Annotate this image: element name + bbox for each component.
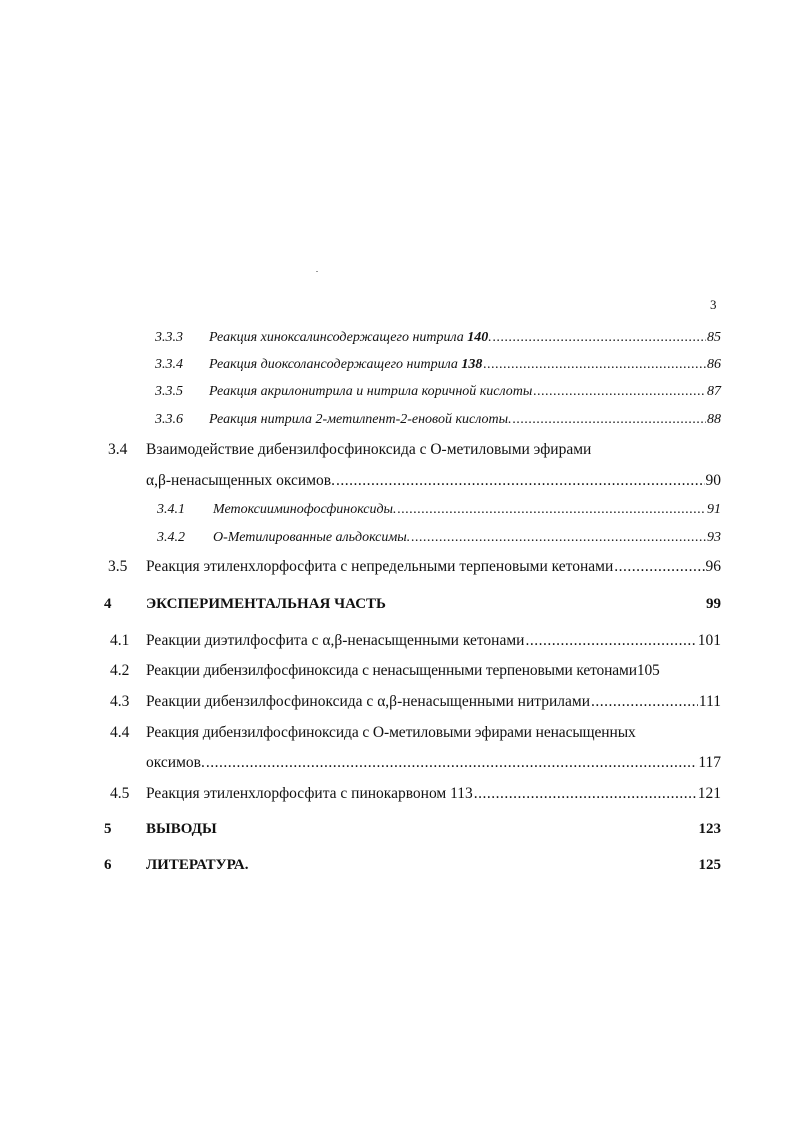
toc-chapter-6[interactable] bbox=[0, 857, 793, 879]
dot-leader bbox=[411, 530, 706, 546]
toc-page: 90 bbox=[705, 472, 721, 489]
dot-leader bbox=[336, 472, 705, 490]
toc-entry-3-5[interactable] bbox=[0, 558, 793, 580]
toc-title-line1: Взаимодействие дибензилфосфиноксида с О-метиловыми эфирами bbox=[146, 441, 592, 458]
dot-leader bbox=[206, 754, 697, 772]
toc-page: 105 bbox=[636, 662, 660, 679]
toc-page: 96 bbox=[705, 558, 721, 575]
toc-number: 3.3.4 bbox=[155, 357, 183, 372]
toc-title: Реакция диоксоланcодержащего нитрила 138 bbox=[209, 357, 483, 372]
toc-title: Реакция хиноксалинсодержащего нитрила 140. bbox=[209, 330, 492, 345]
toc-line bbox=[213, 530, 721, 546]
toc-entry-3-3-5[interactable] bbox=[0, 384, 793, 406]
toc-title: Реакция этиленхлорфосфита с пинокарвоном 113 bbox=[146, 785, 473, 802]
toc-number: 5 bbox=[104, 821, 112, 837]
toc-entry-3-4-continued[interactable] bbox=[0, 472, 793, 494]
toc-page: 85 bbox=[707, 330, 721, 345]
dot-leader bbox=[591, 693, 698, 711]
dot-leader bbox=[474, 785, 697, 803]
scan-speck bbox=[316, 271, 318, 272]
toc-entry-3-4-1[interactable] bbox=[0, 502, 793, 524]
toc-entry-3-3-6[interactable] bbox=[0, 412, 793, 434]
toc-chapter-5[interactable] bbox=[0, 821, 793, 843]
toc-number: 3.4.2 bbox=[157, 530, 185, 545]
dot-leader bbox=[614, 558, 704, 576]
toc-title: ЭКСПЕРИМЕНТАЛЬНАЯ ЧАСТЬ bbox=[146, 596, 386, 612]
toc-title-line2: α,β-ненасыщенных оксимов. bbox=[146, 472, 335, 489]
toc-number: 3.4 bbox=[108, 441, 128, 458]
toc-entry-3-4[interactable] bbox=[0, 441, 793, 463]
toc-entry-3-4-2[interactable] bbox=[0, 530, 793, 552]
toc-number: 3.5 bbox=[108, 558, 128, 575]
toc-title-line2: оксимов. bbox=[146, 754, 205, 771]
toc-page: 117 bbox=[698, 754, 721, 771]
toc-title: Реакции дибензилфосфиноксида с α,β-ненасыщенными нитрилами bbox=[146, 693, 590, 710]
dot-leader bbox=[493, 330, 706, 346]
toc-entry-4-5[interactable] bbox=[0, 785, 793, 807]
toc-title: ВЫВОДЫ bbox=[146, 821, 217, 837]
toc-number: 4.3 bbox=[110, 693, 130, 710]
toc-line bbox=[209, 357, 721, 373]
toc-line bbox=[209, 412, 721, 428]
toc-entry-4-4-continued[interactable] bbox=[0, 754, 793, 776]
toc-page: 121 bbox=[697, 785, 721, 802]
toc-page: 86 bbox=[707, 357, 721, 372]
toc-number: 3.3.6 bbox=[155, 412, 183, 427]
dot-leader bbox=[525, 632, 696, 650]
toc-line bbox=[209, 330, 721, 346]
toc-entry-4-4[interactable] bbox=[0, 724, 793, 746]
toc-entry-4-1[interactable] bbox=[0, 632, 793, 654]
page-number: 3 bbox=[710, 297, 717, 312]
toc-title: Реакции диэтилфосфита с α,β-ненасыщенными кетонами bbox=[146, 632, 525, 649]
toc-entry-3-3-4[interactable] bbox=[0, 357, 793, 379]
toc-line bbox=[146, 693, 721, 711]
toc-number: 4.1 bbox=[110, 632, 130, 649]
toc-title: Реакция нитрила 2-метилпент-2-еновой кислоты. bbox=[209, 412, 512, 427]
toc-entry-4-2[interactable] bbox=[0, 662, 793, 684]
toc-page: 111 bbox=[698, 693, 721, 710]
dot-leader bbox=[533, 384, 706, 400]
toc-page: 93 bbox=[707, 530, 721, 545]
toc-entry-3-3-3[interactable] bbox=[0, 330, 793, 352]
toc-page: 123 bbox=[698, 821, 721, 837]
toc-line bbox=[146, 472, 721, 490]
dot-leader bbox=[513, 412, 706, 428]
toc-number: 4.4 bbox=[110, 724, 130, 741]
toc-number: 6 bbox=[104, 857, 112, 873]
dot-leader bbox=[398, 502, 706, 518]
toc-line bbox=[146, 754, 721, 772]
toc-number: 4.5 bbox=[110, 785, 130, 802]
toc-number: 3.3.3 bbox=[155, 330, 183, 345]
toc-title: Метоксииминофосфиноксиды. bbox=[213, 502, 397, 517]
toc-title: Реакция этиленхлорфосфита с непредельными терпеновыми кетонами bbox=[146, 558, 614, 575]
toc-line bbox=[213, 502, 721, 518]
toc-title: Реакции дибензилфосфиноксида с ненасыщенными терпеновыми кетонами105 bbox=[146, 662, 660, 679]
toc-number: 3.3.5 bbox=[155, 384, 183, 399]
toc-line bbox=[209, 384, 721, 400]
toc-title: Реакция акрилонитрила и нитрила коричной кислоты bbox=[209, 384, 533, 399]
toc-chapter-4[interactable] bbox=[0, 596, 793, 618]
toc-title: О-Метилированные альдоксимы. bbox=[213, 530, 411, 545]
toc-title-line1: Реакция дибензилфосфиноксида с О-метиловыми эфирами ненасыщенных bbox=[146, 724, 636, 741]
toc-page: 101 bbox=[697, 632, 721, 649]
toc-entry-4-3[interactable] bbox=[0, 693, 793, 715]
toc-line bbox=[146, 785, 721, 803]
toc-number: 3.4.1 bbox=[157, 502, 185, 517]
toc-line bbox=[146, 558, 721, 576]
toc-number: 4 bbox=[104, 596, 112, 612]
toc-page: 99 bbox=[706, 596, 721, 612]
toc-page: 91 bbox=[707, 502, 721, 517]
toc-title: ЛИТЕРАТУРА. bbox=[146, 857, 249, 873]
toc-page: 125 bbox=[698, 857, 721, 873]
toc-page: 88 bbox=[707, 412, 721, 427]
toc-line bbox=[146, 632, 721, 650]
toc-page: 87 bbox=[707, 384, 721, 399]
dot-leader bbox=[483, 357, 706, 373]
toc-number: 4.2 bbox=[110, 662, 130, 679]
